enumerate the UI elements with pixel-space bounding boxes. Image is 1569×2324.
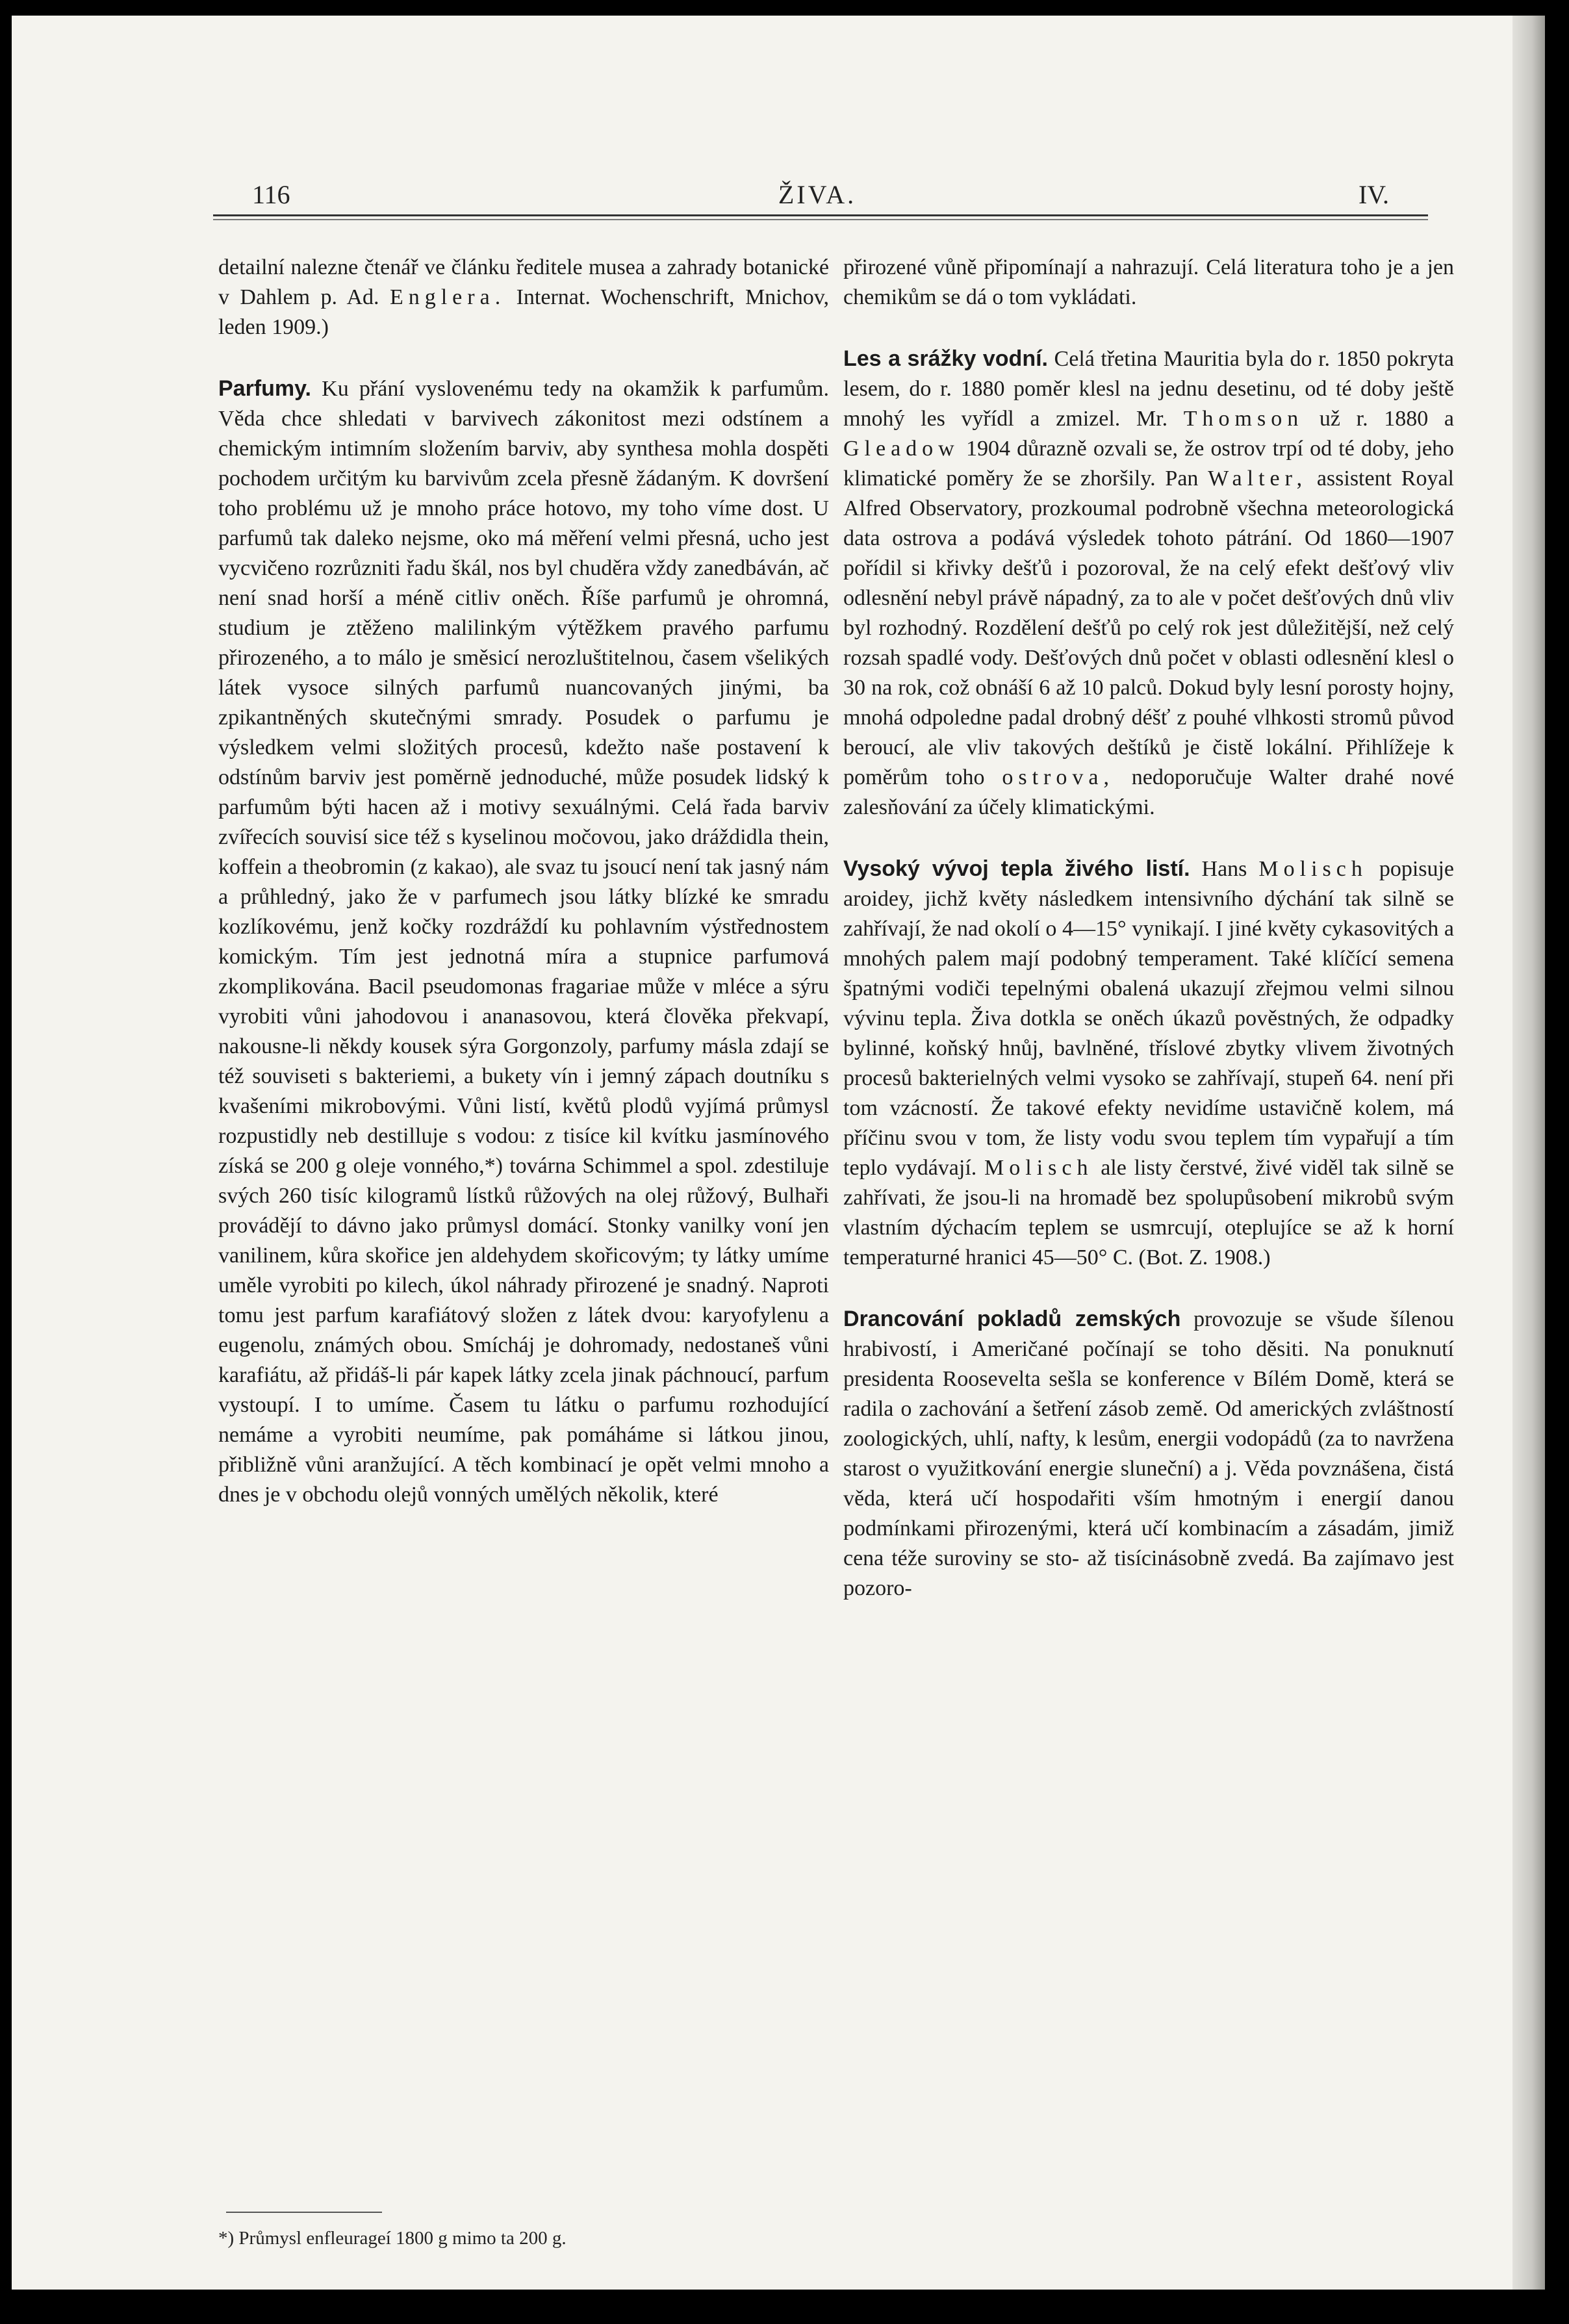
les-text-1: Celá třetina Mauritia byla do r. 1850 pokryta lesem, do r. 1880 poměr klesl na jednu desetinu, od té doby ještě mnohý les vyřídl a zmizel. Mr. xyxy=(843,347,1455,431)
drancovani-paragraph xyxy=(843,1304,1454,1603)
journal-title: ŽIVA. xyxy=(778,180,857,209)
vyvoj-name-molisch-2: Molisch xyxy=(984,1156,1093,1180)
header-rule xyxy=(213,214,1428,220)
les-name-thomson: Thomson xyxy=(1183,407,1304,431)
intro-rest: Internat. Wochenschrift, Mnichov, leden 1909.) xyxy=(218,285,830,339)
footnote-rule xyxy=(226,2212,382,2213)
vyvoj-paragraph xyxy=(843,854,1454,1273)
intro-paragraph xyxy=(218,253,829,342)
vyvoj-name-molisch: Molisch xyxy=(1258,857,1368,881)
page-number: 116 xyxy=(252,180,290,209)
vyvoj-heading: Vysoký vývoj tepla živého listí. xyxy=(843,856,1190,881)
volume-number: IV. xyxy=(1358,180,1389,209)
vyvoj-text-1: Hans xyxy=(1201,857,1247,881)
intro-name: Englera. xyxy=(389,285,506,309)
footnote: *) Průmysl enfleurageí 1800 g mimo ta 200 g. xyxy=(218,2228,567,2249)
vyvoj-text-2: popisuje aroidey, jichž květy následkem intensivního dýchání tak silně se zahřívají, že nad okolí o 4—15° vynikají. I jiné květy cykasovitých a mnohých palem mají podobný temperament. Také klíčící semena špatnými vodiči tepelnými obalená ukazují zřejmou velmi silnou vývinu tepla. Živa dotkla se oněch úkazů pověstných, že odpadky bylinné, koňský hnůj, bavlněné, tříslové zbytky vlivem životných procesů bakterielných velmi vysoko se zahřívají, stupeň 64. není při tom vzácností. Že takové efekty nevidíme ustavičně kolem, má příčinu svou v tom, že listy vodu svou teplem tím vypařují a tím teplo vydávají. xyxy=(843,857,1455,1180)
vyvoj-text-3: ale listy čerstvé, živé viděl tak silně se zahřívati, že jsou-li na hromadě bez spolupůsobení mikrobů svým vlastním dýchacím teplem se usmrcují, oteplujíce se až k horní temperaturné hranici 45—50° C. (Bot. Z. 1908.) xyxy=(843,1156,1455,1270)
parfumy-text: Ku přání vyslovenému tedy na okamžik k parfumům. Věda chce shledati v barvivech zákonitost mezi odstínem a chemickým intimním složením barviv, aby synthesa mohla dospěti pochodem určitým ku barvivům zcela přesně žádaným. K dovršení toho problému už je mnoho práce hotovo, my toho víme dost. U parfumů tak daleko nejsme, oko má měření velmi přesná, ucho jest vycvičeno rozrůzniti řadu škál, nos byl chuděra vždy zanedbáván, ač není snad horší a méně citliv oněch. Říše parfumů je ohromná, studium je ztěženo malilinkým výtěžkem pravého parfumu přirozeného, a to málo je směsicí nerozluštitelnou, časem všelikých látek vysoce silných parfumů nuancovaných jinými, ba zpikantněných skutečnými smrady. Posudek o parfumu je výsledkem velmi složitých procesů, kdežto naše postavení k odstínům barviv jest poměrně jednoduché, může posudek lidský k parfumům býti hacen až i motivy sexuálnými. Celá řada barviv zvířecích souvisí sice též s kyselinou močovou, jako dráždidla thein, koffein a theobromin (z kakao), ale svaz tu jsoucí není tak jasný nám a průhledný, jako že v parfumech jsou látky blízké ke smradu kozlíkovému, jenž kočky rozdráždí ku pohlavním výstřednostem komickým. Tím jest jednotná míra a stupnice parfumová zkomplikována. Bacil pseudomonas fragariae může v mléce a sýru vyrobiti vůni jahodovou i ananasovou, která člověka překvapí, nakousne-li někdy kousek sýra Gorgonzoly, parfumy másla zdají se též souviseti s bakteriemi, a bukety vín i jemný zápach doutníku s kvašeními mikrobovými. Vůni listí, květů plodů vyjímá průmysl rozpustidly neb destilluje s vodou: z tisíce kil kvítku jasmínového získá se 200 g oleje vonného,*) továrna Schimmel a spol. zdestiluje svých 260 tisíc kilogramů lístků růžových na olej růžový, Bulhaři provádějí to dávno jako průmysl domácí. Stonky vanilky voní jen vanilinem, kůra skořice jen aldehydem skořicovým; ty látky umíme uměle vyrobiti po kilech, úkol náhrady přirozené je snadný. Naproti tomu jest parfum karafiátový složen z látek dvou: karyofylenu a eugenolu, známých obou. Smícháj je dohromady, nedostaneš vůni karafiátu, až přidáš-li pár kapek látky zcela jinak páchnoucí, parfum vystoupí. I to umíme. Časem tu látku o parfumu rozhodující nemáme a vyrobiti neumíme, pak pomáháme si látkou jinou, přibližně vůni aranžující. A těch kombinací je opět velmi mnoho a dnes je v obchodu olejů vonných umělých několik, které xyxy=(218,377,829,1507)
drancovani-text: provozuje se všude šílenou hrabivostí, i Američané počínají se toho děsiti. Na ponuknutí presidenta Roosevelta sešla se konference v Bílém Domě, která se radila o zachování a šetření zásob země. Od amerických zvláštností zoologických, uhlí, nafty, k lesům, energii vodopádů (za to navržena starost o využitkování energie sluneční) a j. Věda povznášena, čistá věda, která učí hospodařiti vším hmotným i energií danou podmínkami přirozenými, která učí kombinacím a zásadám, jimiž cena téže suroviny se sto- až tisícinásobně zvedá. Ba zajímavo jest pozoro- xyxy=(843,1307,1455,1600)
scan-edge-shadow xyxy=(1512,16,1545,2290)
right-column xyxy=(843,253,1454,1603)
les-text-3: 1904 důrazně ozvali se, že ostrov trpí od té doby, jeho klimatické poměry že se zhoršily. Pan xyxy=(843,437,1454,491)
scanned-page xyxy=(12,16,1545,2290)
les-text-2: už r. 1880 a xyxy=(1319,407,1455,431)
continuation-paragraph: přirozené vůně připomínají a nahrazují. Celá literatura toho je a jen chemikům se dá o tom vykládati. xyxy=(843,255,1454,309)
left-column xyxy=(218,253,829,1510)
les-text-5: nedoporučuje Walter drahé nové zalesňování za účely klimatickými. xyxy=(843,765,1454,819)
les-text-4: assistent Royal Alfred Observatory, prozkoumal podrobně všechna meteorologická data ostrova a podává výsledek tohoto pátrání. Od 1860—1907 pořídil si křivky dešťů i pozoroval, že na celý efekt dešťový vliv odlesnění nebyl právě nápadný, za to ale v počet dešťových dnů vliv byl rozhodný. Rozdělení dešťů po celý rok jest důležitější, než celý rozsah spadlé vody. Dešťových dnů počet v oblasti odlesnění klesl o 30 na rok, což obnáší 6 až 10 palců. Dokud byly lesní porosty hojny, mnohá odpoledne padal drobný déšť z pouhé vlhkosti stromů původ beroucí, ale vliv takových deštíků je čistě lokální. Přihlížeje k poměrům toho xyxy=(843,466,1455,789)
parfumy-heading: Parfumy. xyxy=(218,376,311,401)
intro-text: detailní nalezne čtenář ve článku ředitele musea a zahrady botanické v Dahlem p. Ad. xyxy=(218,255,829,309)
les-paragraph xyxy=(843,344,1454,823)
les-name-gleadow: Gleadow xyxy=(843,437,960,461)
parfumy-paragraph xyxy=(218,374,829,1510)
running-header xyxy=(207,172,1428,217)
les-name-walter: Walter, xyxy=(1208,466,1308,491)
les-heading: Les a srážky vodní. xyxy=(843,346,1048,371)
les-name-ostrova: ostrova, xyxy=(1002,765,1114,789)
drancovani-heading: Drancování pokladů zemských xyxy=(843,1307,1181,1331)
